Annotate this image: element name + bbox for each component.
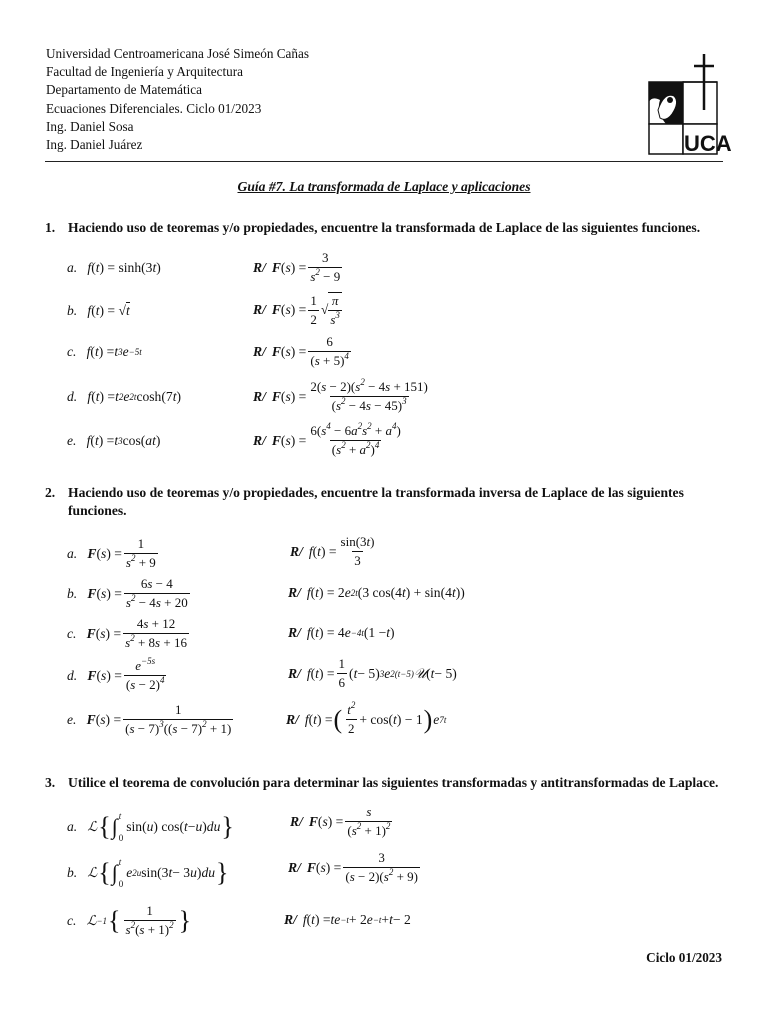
answer-3a: R/ F ( s ) = $\frac{s}{(s^2 + 1)^2}$ [290,804,391,838]
answer-1b: R/ F ( s ) = $\frac{1}{2}$ √ $\frac{\pi}{s^3}$ [253,292,340,327]
answer-1a: R/ F ( s ) = $\frac{3}{s^2 - 9}$ [253,250,341,284]
section-2-heading: 2. Haciendo uso de teoremas y/o propiedades, encuentre la transformada inversa de Laplace de las siguientes funciones. [45,485,684,518]
header-line-department: Departamento de Matemática [46,82,202,98]
problem-2d: d. F ( s ) = $\frac{e^{-5s}}{(s - 2)^4}$ [67,656,165,692]
header-line-instructor-1: Ing. Daniel Sosa [46,118,134,134]
section-1-heading: 1. Haciendo uso de teoremas y/o propiedades, encuentre la transformada de Laplace de las siguientes funciones. [45,220,701,235]
problem-3a: a. ℒ { ∫ t 0 sin( u ) cos( t − u ) du } [67,811,234,843]
header-line-university: Universidad Centroamericana José Simeón Cañas [46,46,309,61]
problem-1e: e. f ( t ) = t 3 cos( at ) [67,433,161,448]
header-line-course: Ecuaciones Diferenciales. Ciclo 01/2023 [46,100,262,116]
header-line-instructor-2: Ing. Daniel Juárez [46,137,143,153]
guide-title: Guía #7. La transformada de Laplace y aplicaciones [237,179,531,194]
answer-2c: R/ f ( t ) = 4 e −4t (1 − t ) [288,625,395,640]
problem-1d: d. f ( t ) = t 2 e 2t cosh(7 t ) [67,389,181,404]
answer-2d: R/ f ( t ) = $\frac{1}{6}$ ( t − 5) 3 e 2(t−5) 𝒰 ( t − 5) [288,656,457,690]
problem-2e: e. F ( s ) = $\frac{1}{(s - 7)^3((s - 7)^2 + 1)}$ [67,702,232,736]
problem-1a: a. f ( t ) = sinh(3 t ) [67,260,161,275]
answer-3c: R/ f ( t ) = te −t + 2 e −t + t − 2 [284,912,411,927]
problem-3c: c. ℒ −1 { $\frac{1}{s^2(s + 1)^2}$ } [67,903,192,937]
answer-1d: R/ F ( s ) = $\frac{2(s - 2)(s^2 - 4s + 151)}{(s^2 - 4s - 45)^3}$ [253,377,428,413]
svg-text:UCA: UCA [684,131,732,156]
problem-2c: c. F ( s ) = $\frac{4s + 12}{s^2 + 8s + 16}$ [67,616,187,650]
problem-2b: b. F ( s ) = $\frac{6s - 4}{s^2 - 4s + 20}$ [67,576,188,610]
problem-1c: c. f ( t ) = t 3 e −5t [67,344,142,359]
answer-1c: R/ F ( s ) = $\frac{6}{(s + 5)^4}$ [253,334,349,368]
footer-cycle: Ciclo 01/2023 [646,950,722,965]
institution-header [46,45,309,154]
answer-2e: R/ f ( t ) = ( $\frac{t^2}{2}$ + cos( t ) − 1 ) e 7t [286,700,447,736]
answer-2a: R/ f ( t ) = $\frac{\sin(3t)}{3}$ [290,534,375,568]
uca-logo-icon [648,52,732,156]
problem-2a: a. F ( s ) = $\frac{1}{s^2 + 9}$ [67,536,156,570]
answer-3b: R/ F ( s ) = $\frac{3}{(s - 2)(s^2 + 9)}$ [288,850,418,884]
problem-3b: b. ℒ { ∫ t 0 e 2u sin(3 t − 3 u ) du } [67,857,229,889]
header-line-faculty: Facultad de Ingeniería y Arquitectura [46,64,244,80]
problem-1b: b. f ( t ) = √ t [67,302,130,318]
header-divider [45,161,723,162]
section-3-heading: 3. Utilice el teorema de convolución para determinar las siguientes transformadas y antitransformadas de Laplace. [45,775,719,790]
answer-1e: R/ F ( s ) = $\frac{6(s^4 - 6a^2s^2 + a^4)}{(s^2 + a^2)^4}$ [253,421,401,457]
answer-2b: R/ f ( t ) = 2 e 2t (3 cos(4 t ) + sin(4 t )) [288,585,465,600]
